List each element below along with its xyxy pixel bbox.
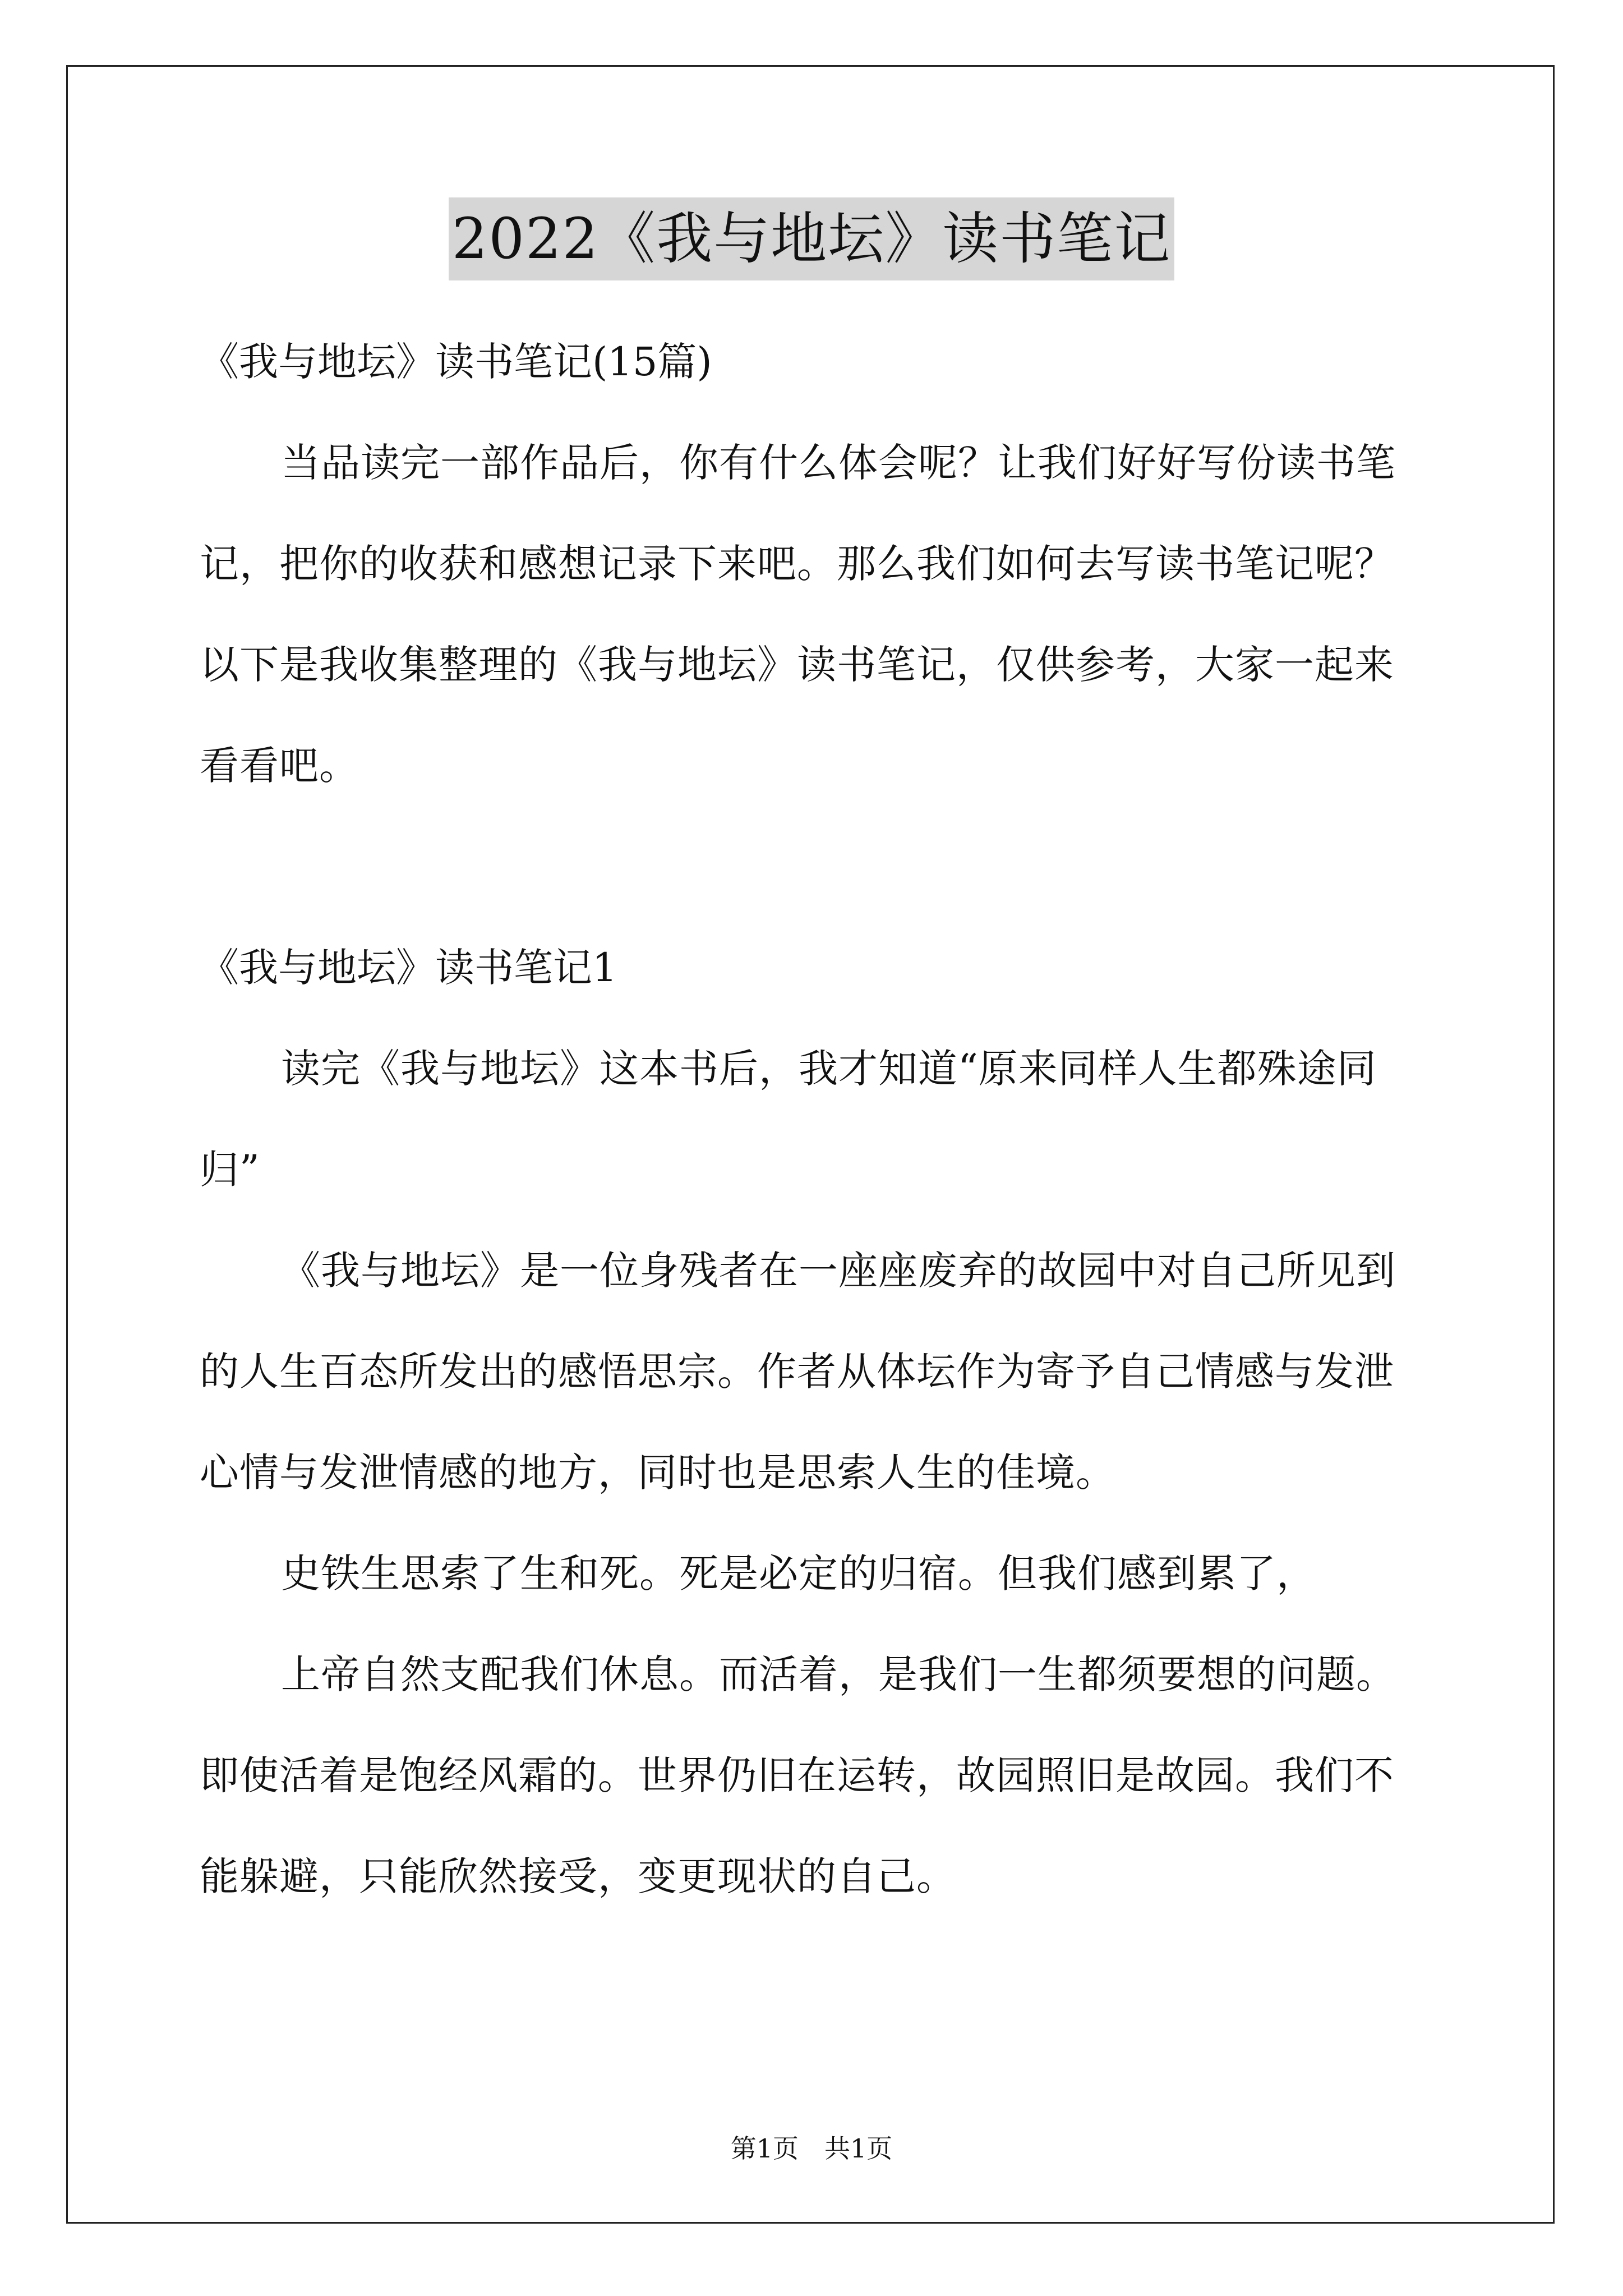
document-body bbox=[200, 311, 1433, 1927]
section-heading: 《我与地坛》读书笔记1 bbox=[200, 945, 617, 991]
body-paragraph-4: 上帝自然支配我们休息。而活着，是我们一生都须要想的问题。即使活着是饱经风霜的。世界仍旧在运转，故园照旧是故园。我们不能躲避，只能欣然接受，变更现状的自己。 bbox=[200, 1651, 1396, 1899]
body-paragraph-3: 史铁生思索了生和死。死是必定的归宿。但我们感到累了， bbox=[281, 1550, 1316, 1596]
page-number: 第1页 共1页 bbox=[730, 2133, 893, 2164]
body-paragraph-2: 《我与地坛》是一位身残者在一座座废弃的故园中对自己所见到的人生百态所发出的感悟思宗。作者从体坛作为寄予自己情感与发泄心情与发泄情感的地方，同时也是思索人生的佳境。 bbox=[200, 1248, 1396, 1496]
section-gap bbox=[200, 816, 1433, 917]
page-footer bbox=[0, 2132, 1623, 2165]
document-subtitle: 《我与地坛》读书笔记(15篇) bbox=[200, 339, 712, 385]
intro-paragraph: 当品读完一部作品后，你有什么体会呢？让我们好好写份读书笔记，把你的收获和感想记录下来吧。那么我们如何去写读书笔记呢？以下是我收集整理的《我与地坛》读书笔记，仅供参考，大家一起来看看吧。 bbox=[200, 440, 1396, 789]
title-container bbox=[0, 197, 1623, 280]
document-title: 2022《我与地坛》读书笔记 bbox=[449, 197, 1175, 280]
body-paragraph-1: 读完《我与地坛》这本书后，我才知道“原来同样人生都殊途同归” bbox=[200, 1046, 1377, 1193]
